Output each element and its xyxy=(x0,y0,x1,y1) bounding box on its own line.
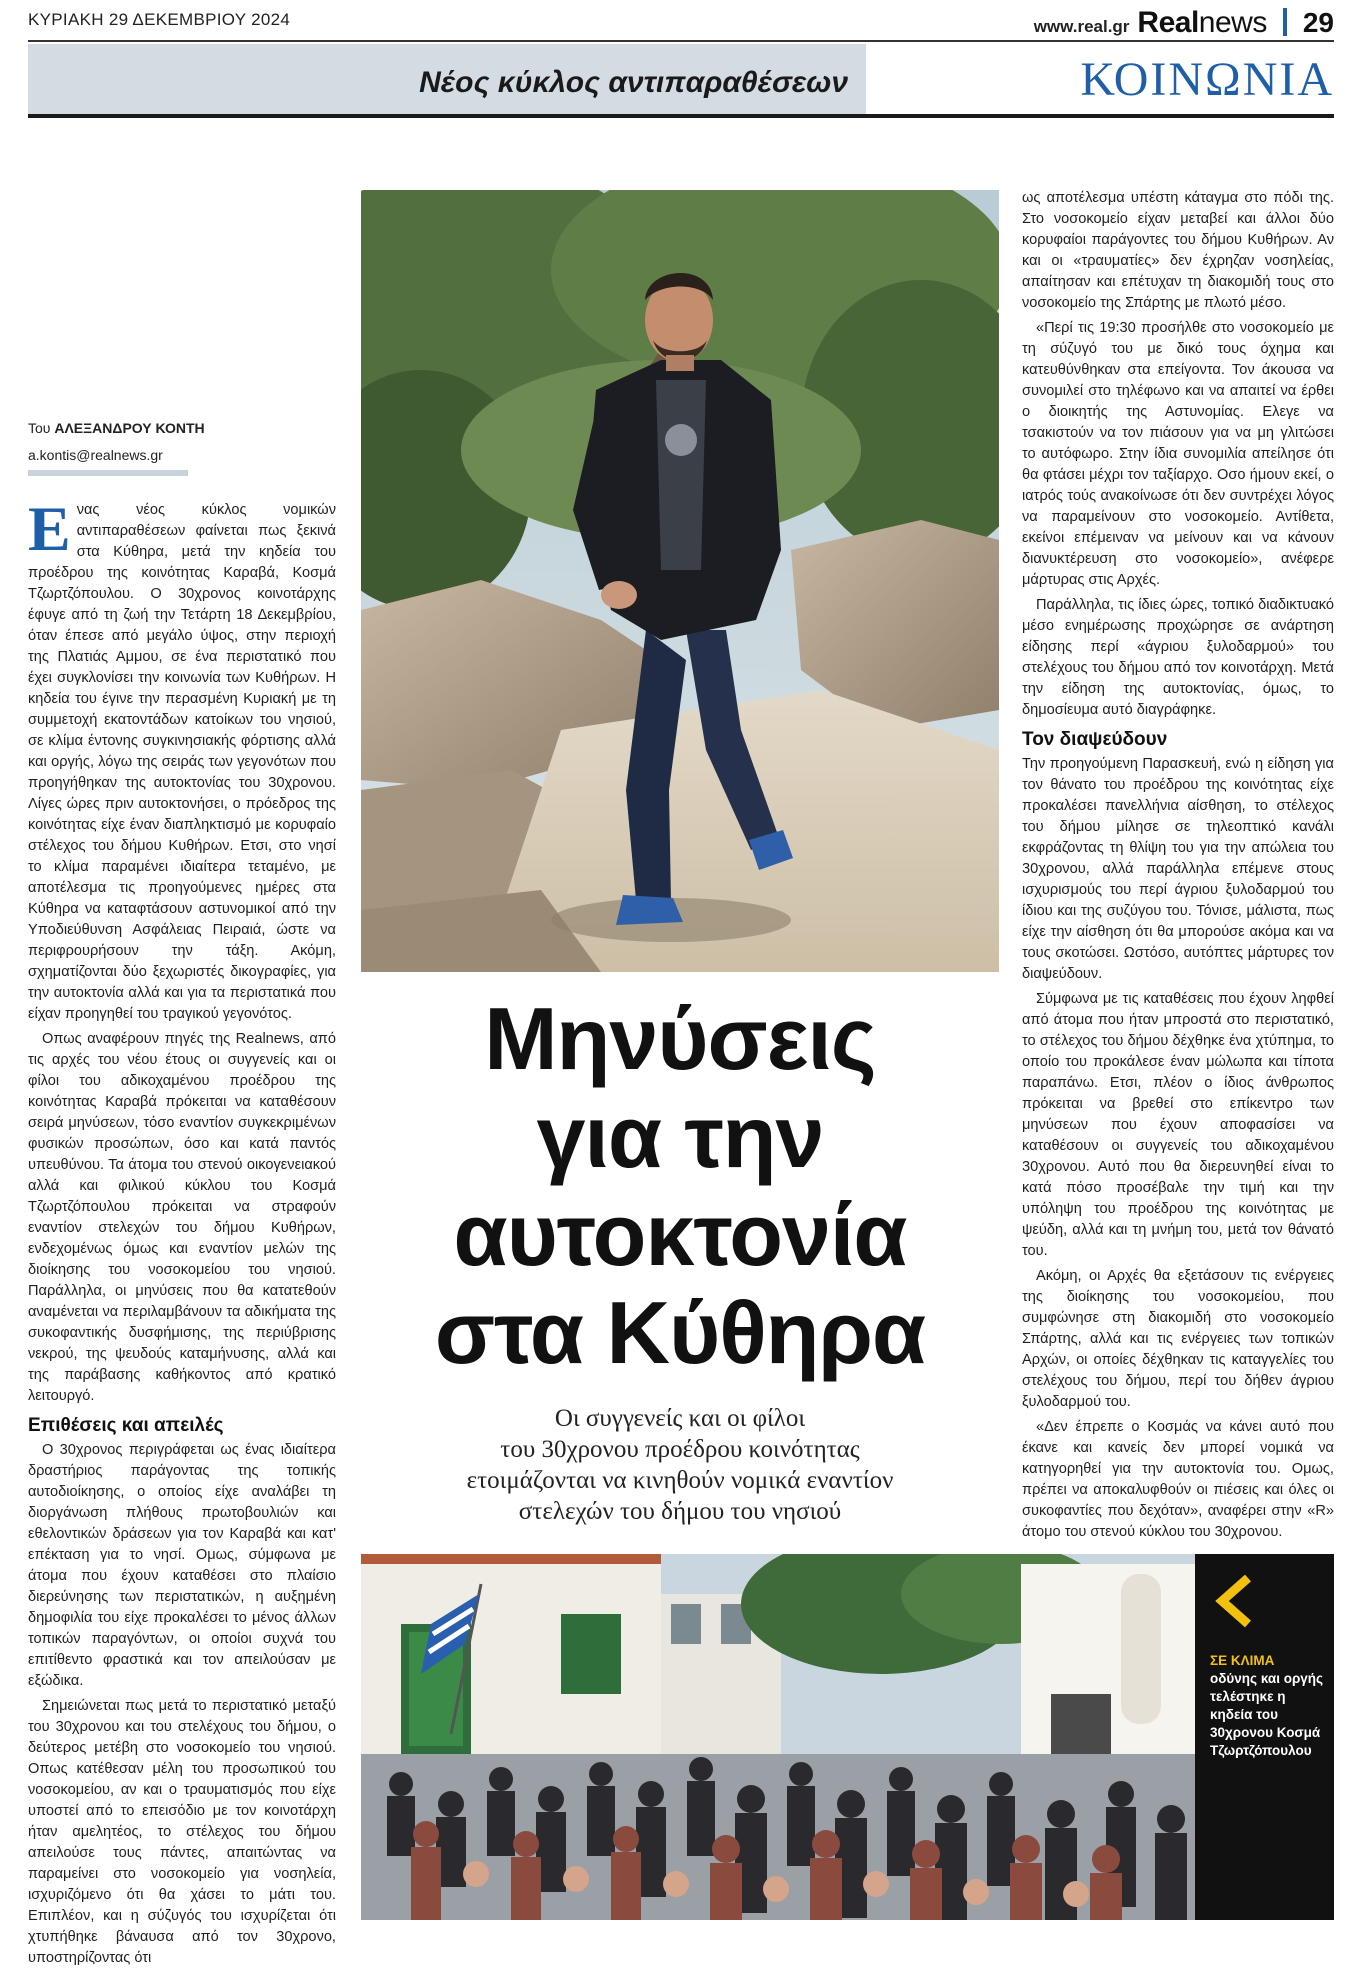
standfirst-line: Οι συγγενείς και οι φίλοι xyxy=(554,1405,806,1432)
standfirst-line: ετοιμάζονται να κινηθούν νομικά εναντίον xyxy=(466,1467,894,1494)
subheading: Τον διαψεύδουν xyxy=(1022,729,1168,750)
page-number: 29 xyxy=(1302,7,1334,38)
portrait-photo-illustration xyxy=(361,190,999,972)
brand-logo xyxy=(1137,6,1266,40)
article-column-3 xyxy=(1022,188,1334,1547)
headline-line: για την xyxy=(536,1087,824,1186)
paragraph xyxy=(28,493,336,1025)
paragraph: Την προηγούμενη Παρασκευή, ενώ η είδηση για τον θάνατο του προέδρου της κοινότητας είχε προκαλέσει πανελλήνια αίσθηση, το στέλεχος του δήμου μίλησε σε τηλεοπτικό κανάλι εκφράζοντας τη θλίψη του για την απώλεια του 30χρονου, αλλά παράλληλα επέμενε στους ισχυρισμούς του περί άγριου ξυλοδαρμού του ίδιου και της συζύγου του. Τόνισε, μάλιστα, πως είχε την αίσθηση ότι θα μπορούσε ακόμα και να τους σκοτώσει. Ωστόσο, αυτόπτες μάρτυρες τον διαψεύδουν. xyxy=(1022,756,1334,982)
caption-lead: ΣΕ ΚΛΙΜΑ xyxy=(1210,1653,1275,1668)
headline-line: αυτοκτονία xyxy=(453,1185,907,1284)
paragraph: Παράλληλα, τις ίδιες ώρες, τοπικό διαδικτυακό μέσο ενημέρωσης προχώρησε σε ανάρτηση είδησης περί «άγριου ξυλοδαρμού» του στελέχους του δήμου από τον κοινοτάρχη. Μετά την είδηση της αυτοκτονίας, όμως, το δημοσίευμα αυτό διαγράφηκε. xyxy=(1022,597,1334,718)
byline-prefix: Του xyxy=(28,420,51,436)
paragraph: Ο 30χρονος περιγράφεται ως ένας ιδιαίτερα δραστήριος παράγοντας της τοπικής αυτοδιοίκησης, ο οποίος είχε αναλάβει τη διοργάνωση πλήθους πρωτοβουλιών και εθελοντικών δράσεων για τον Καραβά και κατ' επέκταση για το νησί. Ομως, σύμφωνα με άτομα που έχουν καταθέσει στο πλαίσιο διερεύνησης των περιστατικών, η αυξημένη δημοφιλία του είχε προκαλέσει το μένος άλλων τοπικών παραγόντων, οι οποίοι συχνά του επιτίθεντο φραστικά και τον απειλούσαν με εξώδικα. xyxy=(28,1442,336,1689)
portrait-photo xyxy=(361,190,999,972)
paragraph: Σύμφωνα με τις καταθέσεις που έχουν ληφθεί από άτομα που ήταν μπροστά στο περιστατικό, το στέλεχος του δήμου δέχθηκε ένα χτύπημα, το οποίο του προκάλεσε έναν μώλωπα και τίποτα παραπάνω. Ετσι, πλέον ο ίδιος άνθρωπος πρόκειται να βρεθεί στο επίκεντρο των μηνύσεων που έχουν αποφασίσει να καταθέσουν οι συγγενείς του αδικοχαμένου 30χρονου. Αυτό που θα διερευνηθεί είναι το κατά πόσο προσέβαλε την τιμή και την υπόληψη του προέδρου της κοινότητας με ψεύδη, αλλά και τη μνήμη του, μετά τον θάνατό του. xyxy=(1022,991,1334,1259)
kicker: Νέος κύκλος αντιπαραθέσεων xyxy=(419,66,848,99)
article-column-1 xyxy=(28,493,336,1973)
author-email[interactable]: a.kontis@realnews.gr xyxy=(28,447,163,463)
byline-rule xyxy=(28,470,188,476)
headline-line: στα Κύθηρα xyxy=(434,1283,926,1382)
byline xyxy=(28,420,205,436)
funeral-photo xyxy=(361,1554,1195,1920)
caption-text: οδύνης και οργής τελέστηκε η κηδεία του 30χρονου Κοσμά Τζωρτζόπουλου xyxy=(1210,1671,1324,1758)
header-bottom-rule xyxy=(28,114,1334,118)
masthead xyxy=(1034,4,1334,40)
header-top-rule xyxy=(28,40,1334,42)
drop-cap: Ε xyxy=(28,493,71,564)
standfirst xyxy=(361,1403,999,1527)
site-url[interactable]: www.real.gr xyxy=(1033,17,1130,36)
standfirst-line: του 30χρονου προέδρου κοινότητας xyxy=(500,1436,860,1463)
paragraph: «Δεν έπρεπε ο Κοσμάς να κάνει αυτό που έκανε και κανείς δεν μπορεί νομικά να κατηγορηθεί για την αυτοκτονία του. Ομως, πρέπει να αποκαλυφθούν οι πιέσεις και όλες οι συκοφαντίες που δεχόταν», αναφέρει στην «R» άτομο του στενού κύκλου του 30χρονου. xyxy=(1022,1419,1334,1540)
masthead-divider xyxy=(1283,8,1287,36)
paragraph: Οπως αναφέρουν πηγές της Realnews, από τις αρχές του νέου έτους οι συγγενείς και οι φίλοι του αδικοχαμένου προέδρου της κοινότητας Καραβά πρόκειται να καταθέσουν σειρά μηνύσεων, τόσο εναντίον συγκεκριμένων φυσικών προσώπων, όσο και κατά παντός υπευθύνου. Τα άτομα του στενού οικογενειακού αλλά και φιλικού κύκλου του Κοσμά Τζωρτζόπουλου πρόκειται να στραφούν εναντίον στελεχών του δήμου Κυθήρων, ενδεχομένως όμως και εναντίον μελών της διοίκησης του νοσοκομείου του νησιού. Παράλληλα, οι μηνύσεις που θα κατατεθούν αναμένεται να περιλαμβάνουν τα αδικήματα της συκοφαντικής δυσφήμισης, της περιύβρισης νεκρού, της ψευδούς καταμήνυσης, αλλά και της παράβασης καθήκοντος από κρατικό λειτουργό. xyxy=(28,1031,336,1404)
paragraph: Ακόμη, οι Αρχές θα εξετάσουν τις ενέργειες της διοίκησης του νοσοκομείου, που συμφώνησε στη διακομιδή στο νοσοκομείο Σπάρτης, αλλά και τις ενέργειες των τοπικών Αρχών, οι οποίες δέχθηκαν τις καταγγελίες του στελέχους του δήμου, περί του δήθεν άγριου ξυλοδαρμού του. xyxy=(1022,1268,1334,1410)
brand-real: Real xyxy=(1137,6,1199,39)
headline xyxy=(361,990,999,1382)
brand-news: news xyxy=(1198,6,1267,39)
section-title: ΚΟΙΝΩΝΙΑ xyxy=(1080,53,1334,106)
issue-date: ΚΥΡΙΑΚΗ 29 ΔΕΚΕΜΒΡΙΟΥ 2024 xyxy=(28,10,291,29)
photo-caption xyxy=(1210,1652,1330,1760)
headline-line: Μηνύσεις xyxy=(484,989,876,1088)
byline-author: ΑΛΕΞΑΝΔΡΟΥ ΚΟΝΤΗ xyxy=(54,420,205,436)
paragraph-text: νας νέος κύκλος νομικών αντιπαραθέσεων φαίνεται πως ξεκινά στα Κύθηρα, μετά την κηδεία του προέδρου της κοινότητας Καραβά, Κοσμά Τζωρτζόπουλου. Ο 30χρονος κοινοτάρχης έφυγε από τη ζωή την Τετάρτη 18 Δεκεμβρίου, όταν έπεσε από μεγάλο ύψος, στην περιοχή της Πλατιάς Αμμου, σε ένα περιστατικό που έχει συγκλονίσει την κοινωνία των Κυθήρων. Η κηδεία του έγινε την περασμένη Κυριακή με τη συμμετοχή εκατοντάδων κατοίκων του νησιού, σε κλίμα έντονης συγκινησιακής φόρτισης αλλά και οργής, λόγω της σειράς των γεγονότων που προηγήθηκαν της αυτοκτονίας του 30χρονου. Λίγες ώρες πριν αυτοκτονήσει, ο πρόεδρος της κοινότητας είχε έναν διαπληκτισμό με κορυφαίο στέλεχος του δήμου Κυθήρων. Ετσι, στο νησί το κλίμα παραμένει ιδιαίτερα τεταμένο, με αποτέλεσμα τις προηγούμενες ημέρες στα Κύθηρα να καταφτάσουν αστυνομικοί από την Υποδιεύθυνση Ασφάλειας Πειραιά, ώστε να περιφρουρήσουν την τάξη. Ακόμη, σχηματίζονται δύο ξεχωριστές δικογραφίες, για την αυτοκτονία αλλά και για τα περιστατικά που είχαν προηγηθεί του τραγικού γεγονότος. xyxy=(28,502,336,1022)
funeral-photo-illustration xyxy=(361,1554,1195,1920)
paragraph: «Περί τις 19:30 προσήλθε στο νοσοκομείο με τη σύζυγό του με δικό τους όχημα και κατευθύνθηκαν στα επείγοντα. Τον άκουσα να συνομιλεί στο τηλέφωνο και να απαιτεί να έρθει ο διοικητής της Αστυνομίας. Ελεγε να τσακιστούν να τον πιάσουν για να μη γλιτώσει το αυτόφωρο. Στην ίδια συνομιλία απείλησε ότι θα φτάσει μέχρι τον ταξίαρχο. Οσο ήμουν εκεί, ο ιατρός τούς ανακοίνωσε ότι δεν συντρέχει λόγος να παραμείνουν στο νοσοκομείο. Αντίθετα, εκείνοι επέμειναν να μείνουν και να κάνουν διανυκτέρευση στο νοσοκομείο», ανέφερε μάρτυρας στις Αρχές. xyxy=(1022,320,1334,588)
paragraph: ως αποτέλεσμα υπέστη κάταγμα στο πόδι της. Στο νοσοκομείο είχαν μεταβεί και άλλοι δύο κορυφαίοι παράγοντες του δήμου Κυθήρων. Αν και οι «τραυματίες» δεν έχρηζαν νοσηλείας, απαίτησαν και επέτυχαν τη διακομιδή τους στο νοσοκομείο της Σπάρτης με πλωτό μέσο. xyxy=(1022,190,1334,311)
chevron-left-icon xyxy=(1212,1574,1256,1628)
paragraph: Σημειώνεται πως μετά το περιστατικό μεταξύ του 30χρονου και του στελέχους του δήμου, ο δεύτερος μετέβη στο νοσοκομείο του νησιού. Οπως κατέθεσαν μέλη του προσωπικού του νοσοκομείου, αν και ο τραυματισμός που είχε υποστεί από το επεισόδιο με τον κοινοτάρχη ήταν αμελητέος, το στέλεχος του δήμου απειλούσε τους πάντες, απαιτώντας να παραμείνει στο νοσοκομείο για νοσηλεία, ισχυριζόμενο ότι θα χάσει το μάτι του. Επιπλέον, και η σύζυγός του ισχυρίζεται ότι χτυπήθηκε βάναυσα από τον 30χρονο, υποστηρίζοντας ότι xyxy=(28,1698,336,1966)
subheading: Επιθέσεις και απειλές xyxy=(28,1415,224,1436)
standfirst-line: στελεχών του δήμου του νησιού xyxy=(518,1498,842,1525)
